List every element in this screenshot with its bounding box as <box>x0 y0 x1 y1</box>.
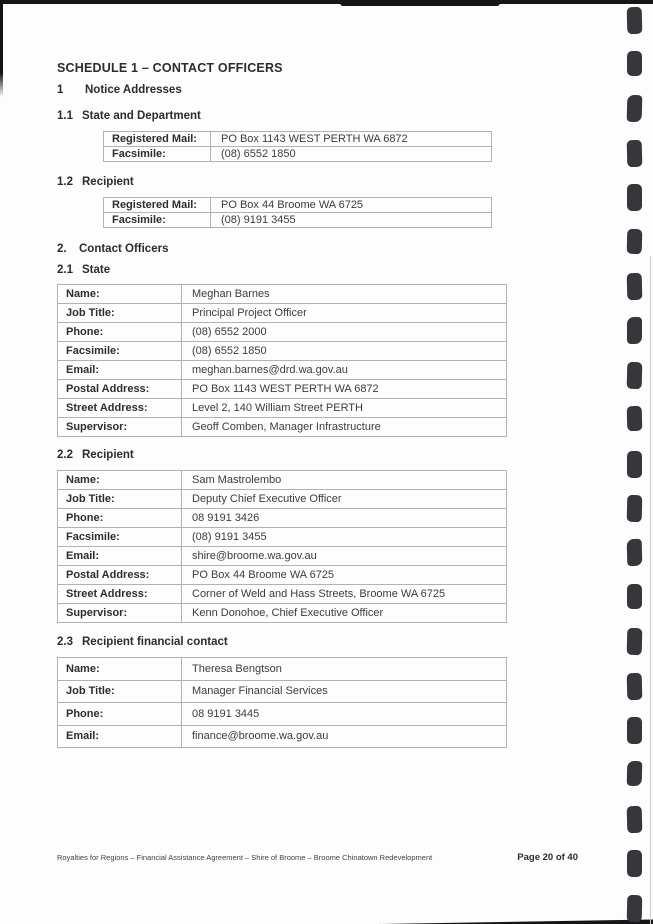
heading-contact-officers <box>57 243 168 255</box>
binding-hole <box>627 228 643 253</box>
row-label: Registered Mail: <box>104 198 211 213</box>
row-label: Email: <box>58 361 182 380</box>
heading-number: 2. <box>57 243 67 255</box>
row-value: Principal Project Officer <box>182 304 507 323</box>
row-value: Manager Financial Services <box>182 680 507 703</box>
row-label: Job Title: <box>58 304 182 323</box>
heading-recipient <box>57 449 134 461</box>
table-row <box>104 132 492 147</box>
row-value: Geoff Comben, Manager Infrastructure <box>182 418 507 437</box>
scan-edge-top <box>0 0 653 4</box>
row-label: Name: <box>58 471 182 490</box>
heading-text: Recipient <box>82 449 134 461</box>
row-value: Sam Mastrolembo <box>182 471 507 490</box>
heading-text: Recipient <box>82 176 134 188</box>
row-label: Facsimile: <box>104 213 211 228</box>
binding-hole <box>627 495 643 522</box>
heading-recipient-financial-contact <box>57 636 228 648</box>
row-value: Meghan Barnes <box>182 285 507 304</box>
row-label: Supervisor: <box>58 418 182 437</box>
row-value: meghan.barnes@drd.wa.gov.au <box>182 361 507 380</box>
heading-number: 2.2 <box>57 449 73 461</box>
table-row <box>58 304 507 323</box>
binding-hole <box>627 139 643 166</box>
table-row <box>58 680 507 703</box>
table-row <box>58 703 507 726</box>
table-notice-recipient <box>103 197 492 228</box>
heading-notice-recipient <box>57 176 134 188</box>
table-row <box>58 604 507 623</box>
row-value: (08) 9191 3455 <box>182 528 507 547</box>
table-row <box>58 725 507 748</box>
row-value: (08) 6552 1850 <box>182 342 507 361</box>
binding-hole <box>627 539 643 566</box>
heading-number: 1 <box>57 84 64 96</box>
table-row <box>104 147 492 162</box>
scan-edge-left <box>0 0 3 97</box>
row-value: PO Box 1143 WEST PERTH WA 6872 <box>182 380 507 399</box>
heading-number: 2.1 <box>57 264 73 276</box>
binding-hole <box>627 6 643 33</box>
row-label: Name: <box>58 285 182 304</box>
heading-notice-addresses <box>57 84 182 96</box>
row-value: Corner of Weld and Hass Streets, Broome WA 6725 <box>182 585 507 604</box>
binding-hole <box>627 628 643 655</box>
row-value: PO Box 1143 WEST PERTH WA 6872 <box>211 132 492 147</box>
binding-hole <box>627 361 643 388</box>
heading-number: 1.2 <box>57 176 73 188</box>
page-edge-line <box>650 256 651 924</box>
row-value: 08 9191 3426 <box>182 509 507 528</box>
heading-text: Contact Officers <box>79 243 169 255</box>
row-label: Job Title: <box>58 490 182 509</box>
table-row <box>104 213 492 228</box>
table-row <box>58 547 507 566</box>
heading-text: State <box>82 264 111 276</box>
scan-edge-bottom <box>378 919 653 924</box>
row-label: Street Address: <box>58 585 182 604</box>
row-value: finance@broome.wa.gov.au <box>182 725 507 748</box>
heading-text: Notice Addresses <box>85 84 182 96</box>
table-row <box>58 566 507 585</box>
row-label: Email: <box>58 547 182 566</box>
binding-hole <box>627 584 642 609</box>
binding-hole <box>627 406 643 431</box>
table-financial-contact <box>57 657 507 748</box>
table-row <box>58 380 507 399</box>
table-notice-state <box>103 131 492 162</box>
table-row <box>58 490 507 509</box>
row-label: Phone: <box>58 703 182 726</box>
heading-number: 2.3 <box>57 636 73 648</box>
row-label: Facsimile: <box>58 528 182 547</box>
table-row <box>58 323 507 342</box>
binding-hole <box>627 805 643 832</box>
row-label: Supervisor: <box>58 604 182 623</box>
row-label: Phone: <box>58 323 182 342</box>
table-row <box>58 418 507 437</box>
table-row <box>58 509 507 528</box>
table-row <box>58 658 507 681</box>
heading-text: State and Department <box>82 110 201 122</box>
binding-hole <box>627 273 643 300</box>
row-label: Job Title: <box>58 680 182 703</box>
row-value: Level 2, 140 William Street PERTH <box>182 399 507 418</box>
table-row <box>104 198 492 213</box>
heading-text: Recipient financial contact <box>82 636 228 648</box>
table-row <box>58 471 507 490</box>
binding-hole <box>627 672 643 699</box>
row-label: Street Address: <box>58 399 182 418</box>
binding-hole <box>627 451 642 478</box>
footer-document-title: Royalties for Regions – Financial Assistance Agreement – Shire of Broome – Broome Chinatown Redevelopment <box>57 853 433 862</box>
table-row <box>58 528 507 547</box>
row-value: Deputy Chief Executive Officer <box>182 490 507 509</box>
binding-hole <box>627 761 643 786</box>
heading-number: 1.1 <box>57 110 73 122</box>
binding-hole <box>627 894 643 921</box>
row-value: (08) 6552 2000 <box>182 323 507 342</box>
binding-hole <box>627 717 642 744</box>
row-value: 08 9191 3445 <box>182 703 507 726</box>
row-value: PO Box 44 Broome WA 6725 <box>182 566 507 585</box>
heading-state-and-department <box>57 110 201 122</box>
row-value: Kenn Donohoe, Chief Executive Officer <box>182 604 507 623</box>
binding-hole <box>627 850 642 877</box>
row-label: Email: <box>58 725 182 748</box>
heading-state <box>57 264 110 276</box>
binding-hole <box>627 184 642 211</box>
row-label: Facsimile: <box>104 147 211 162</box>
row-value: Theresa Bengtson <box>182 658 507 681</box>
row-value: shire@broome.wa.gov.au <box>182 547 507 566</box>
table-contact-recipient <box>57 470 507 623</box>
binding-hole <box>627 317 642 344</box>
footer-page-number: Page 20 of 40 <box>517 852 578 863</box>
page-title: SCHEDULE 1 – CONTACT OFFICERS <box>57 61 283 75</box>
row-value: (08) 9191 3455 <box>211 213 492 228</box>
row-label: Phone: <box>58 509 182 528</box>
table-row <box>58 285 507 304</box>
row-label: Registered Mail: <box>104 132 211 147</box>
table-row <box>58 585 507 604</box>
table-row <box>58 361 507 380</box>
table-row <box>58 399 507 418</box>
row-label: Postal Address: <box>58 566 182 585</box>
table-contact-state <box>57 284 507 437</box>
page-footer <box>57 852 578 863</box>
row-label: Name: <box>58 658 182 681</box>
row-value: (08) 6552 1850 <box>211 147 492 162</box>
binding-hole <box>627 51 642 76</box>
table-row <box>58 342 507 361</box>
row-label: Facsimile: <box>58 342 182 361</box>
row-label: Postal Address: <box>58 380 182 399</box>
binding-hole <box>627 95 643 122</box>
row-value: PO Box 44 Broome WA 6725 <box>211 198 492 213</box>
